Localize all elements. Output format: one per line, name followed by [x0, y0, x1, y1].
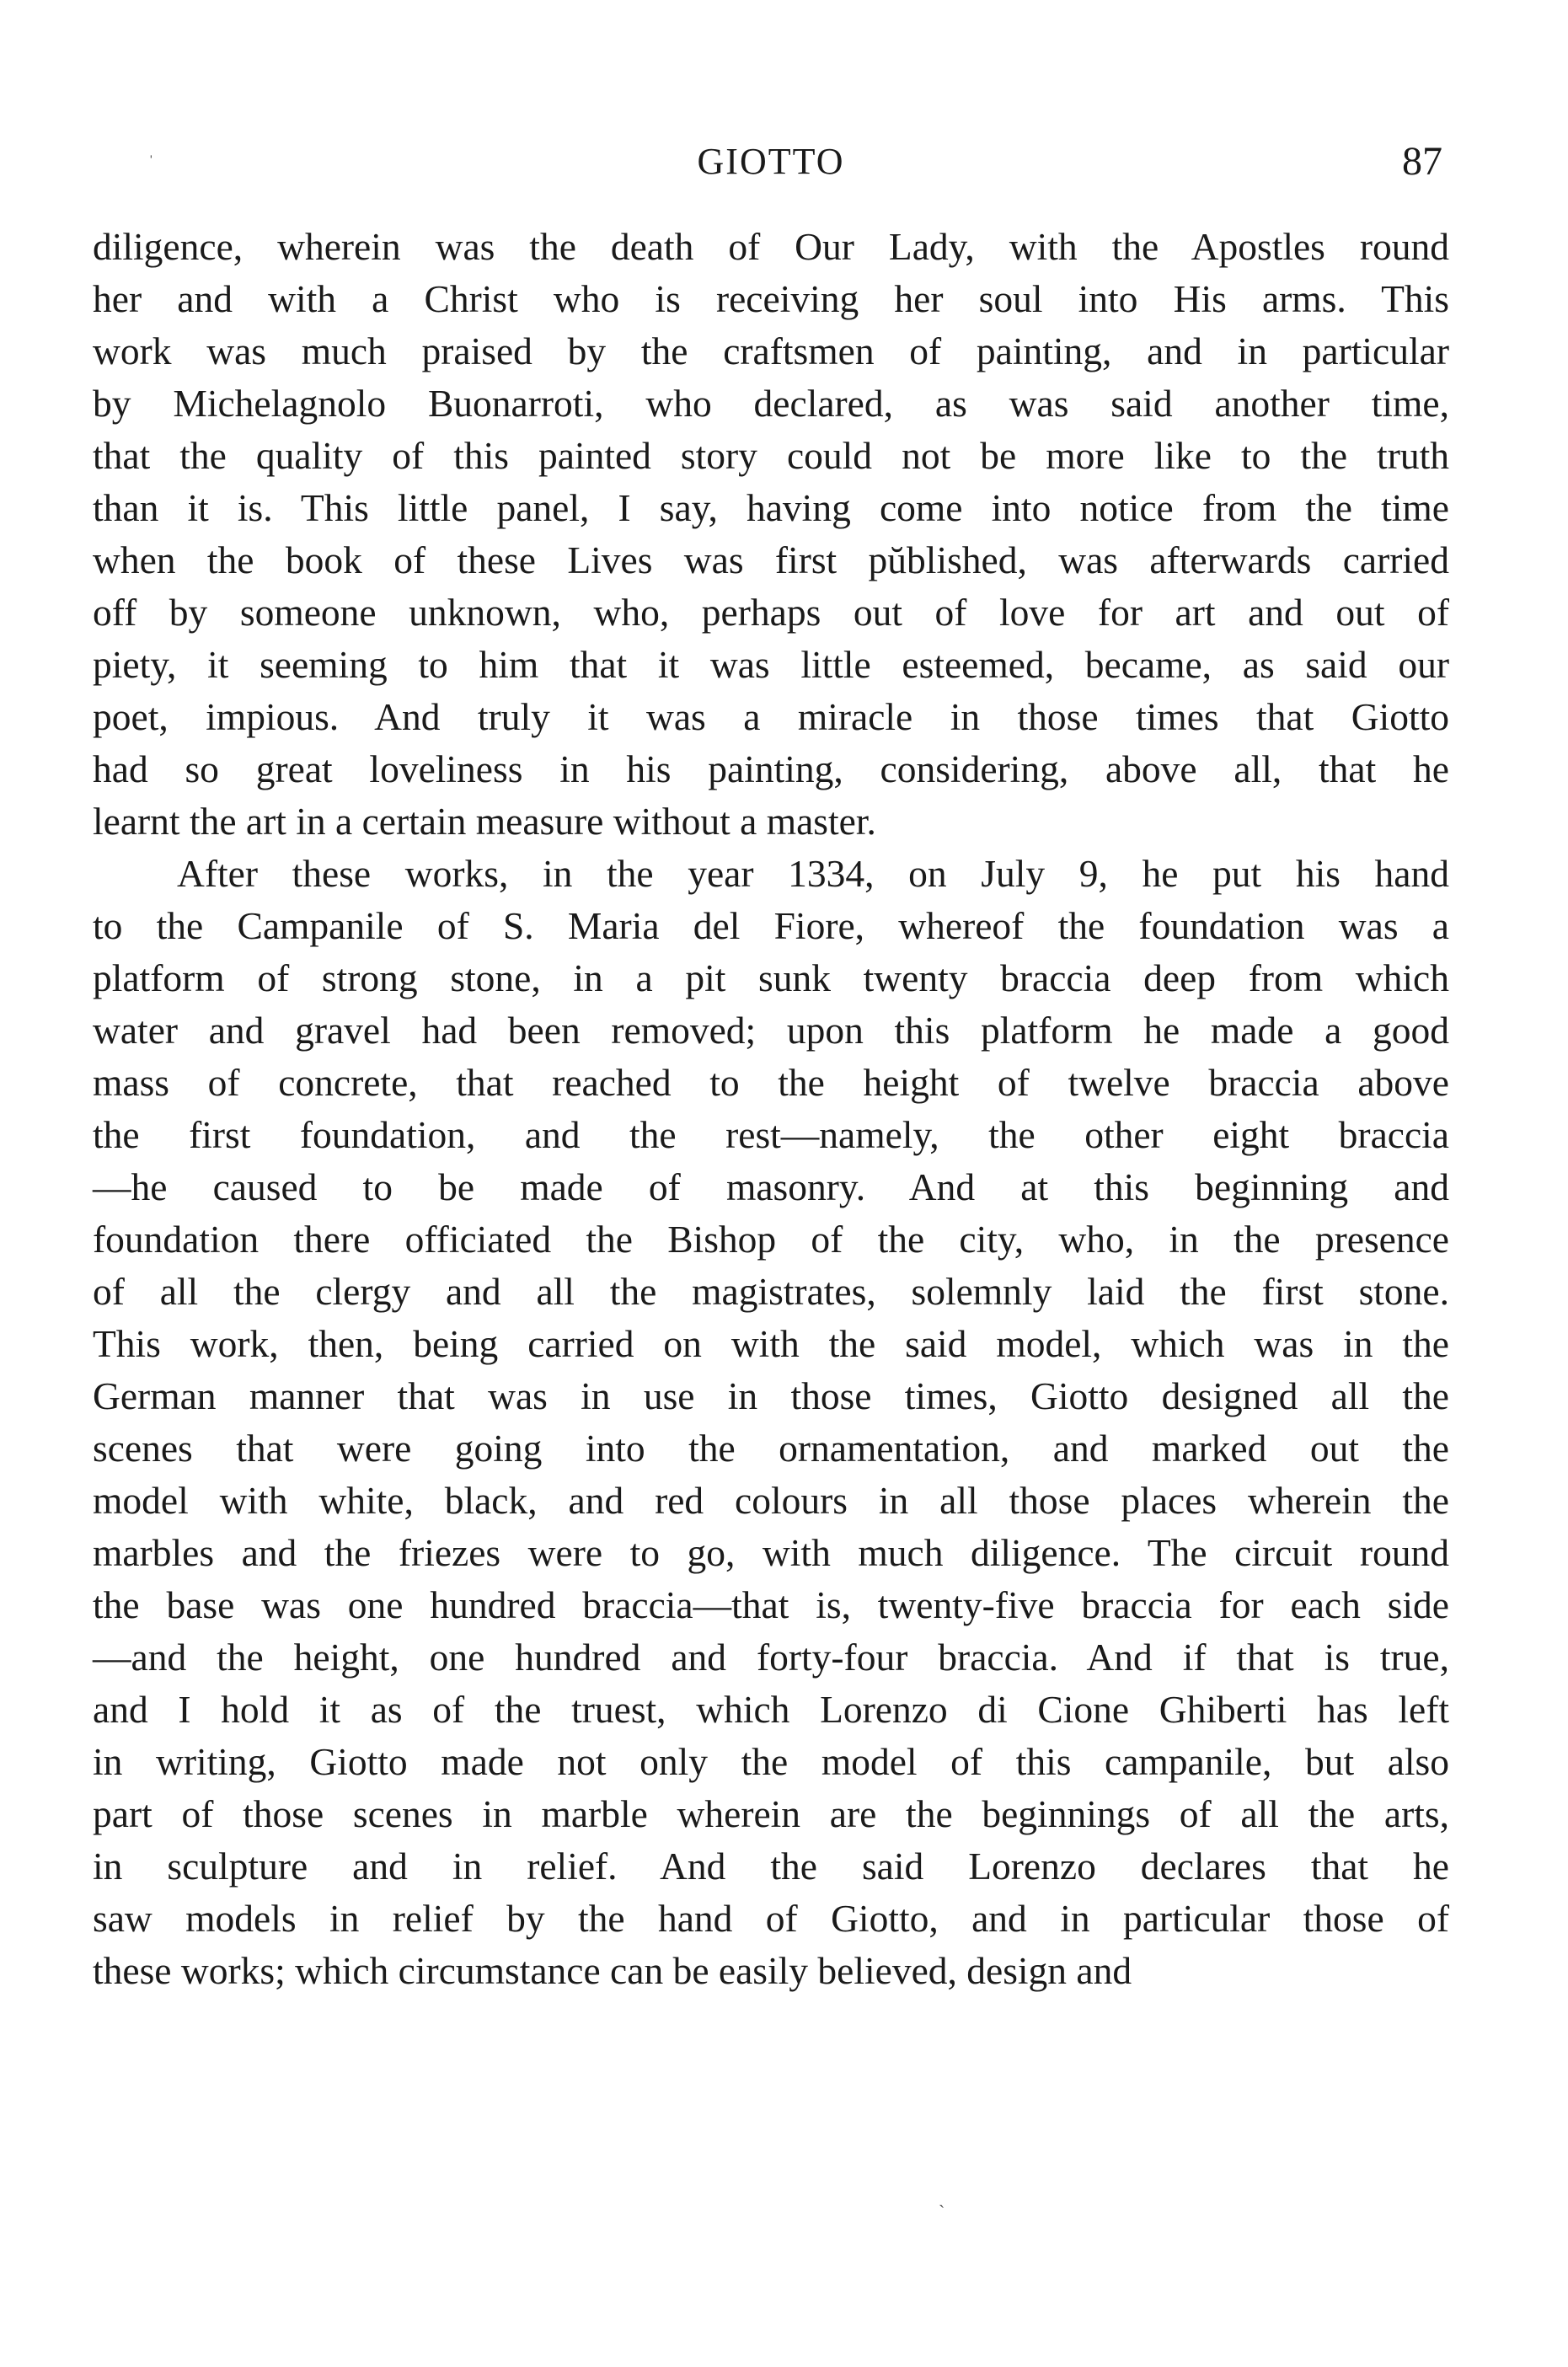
running-head	[93, 135, 1449, 185]
text-line: After these works, in the year 1334, on July 9, he put his hand	[177, 852, 1449, 895]
text-line: her and with a Christ who is receiving her soul into His arms. This	[93, 277, 1449, 320]
paragraph	[93, 221, 1449, 848]
text-line: learnt the art in a certain measure without a master.	[93, 800, 876, 843]
text-line: —he caused to be made of masonry. And at this beginning and	[93, 1165, 1449, 1208]
text-line: and I hold it as of the truest, which Lorenzo di Cione Ghiberti has left	[93, 1688, 1449, 1731]
text-line: when the book of these Lives was first pŭblished, was afterwards carried	[93, 538, 1449, 581]
text-line: water and gravel had been removed; upon this platform he made a good	[93, 1009, 1449, 1052]
text-line: diligence, wherein was the death of Our Lady, with the Apostles round	[93, 225, 1449, 268]
footer-mark: ˎ	[939, 2187, 945, 2208]
body-text	[93, 221, 1449, 1997]
text-line: saw models in relief by the hand of Giotto, and in particular those of	[93, 1897, 1449, 1940]
text-line: foundation there officiated the Bishop of the city, who, in the presence	[93, 1218, 1449, 1261]
text-line: part of those scenes in marble wherein are the beginnings of all the arts,	[93, 1792, 1449, 1835]
text-line: in writing, Giotto made not only the model of this campanile, but also	[93, 1740, 1449, 1783]
text-line: —and the height, one hundred and forty-four braccia. And if that is true,	[93, 1636, 1449, 1679]
text-line: scenes that were going into the ornamentation, and marked out the	[93, 1427, 1449, 1470]
text-line: German manner that was in use in those times, Giotto designed all the	[93, 1374, 1449, 1417]
running-title: GIOTTO	[697, 141, 845, 182]
header-tick-mark: ˌ	[148, 140, 154, 158]
text-line: these works; which circumstance can be easily believed, design and	[93, 1949, 1132, 1992]
text-line: the first foundation, and the rest—namely, the other eight braccia	[93, 1113, 1449, 1156]
paragraph	[93, 848, 1449, 1997]
page-number: 87	[1402, 139, 1442, 184]
text-line: than it is. This little panel, I say, having come into notice from the time	[93, 486, 1449, 529]
text-line: marbles and the friezes were to go, with much diligence. The circuit round	[93, 1531, 1449, 1574]
text-line: work was much praised by the craftsmen of painting, and in particular	[93, 329, 1449, 372]
text-line: piety, it seeming to him that it was little esteemed, became, as said our	[93, 643, 1449, 686]
text-line: by Michelagnolo Buonarroti, who declared, as was said another time,	[93, 382, 1449, 425]
text-line: had so great loveliness in his painting, considering, above all, that he	[93, 747, 1449, 790]
text-line: that the quality of this painted story could not be more like to the truth	[93, 434, 1449, 477]
text-line: of all the clergy and all the magistrates, solemnly laid the first stone.	[93, 1270, 1449, 1313]
text-line: platform of strong stone, in a pit sunk twenty braccia deep from which	[93, 956, 1449, 999]
text-line: the base was one hundred braccia—that is, twenty-five braccia for each side	[93, 1583, 1449, 1626]
text-line: mass of concrete, that reached to the height of twelve braccia above	[93, 1061, 1449, 1104]
text-line: to the Campanile of S. Maria del Fiore, whereof the foundation was a	[93, 904, 1449, 947]
text-line: off by someone unknown, who, perhaps out of love for art and out of	[93, 591, 1449, 634]
text-line: in sculpture and in relief. And the said Lorenzo declares that he	[93, 1845, 1449, 1888]
text-line: This work, then, being carried on with the said model, which was in the	[93, 1322, 1449, 1365]
text-line: model with white, black, and red colours in all those places wherein the	[93, 1479, 1449, 1522]
text-line: poet, impious. And truly it was a miracle in those times that Giotto	[93, 695, 1449, 738]
